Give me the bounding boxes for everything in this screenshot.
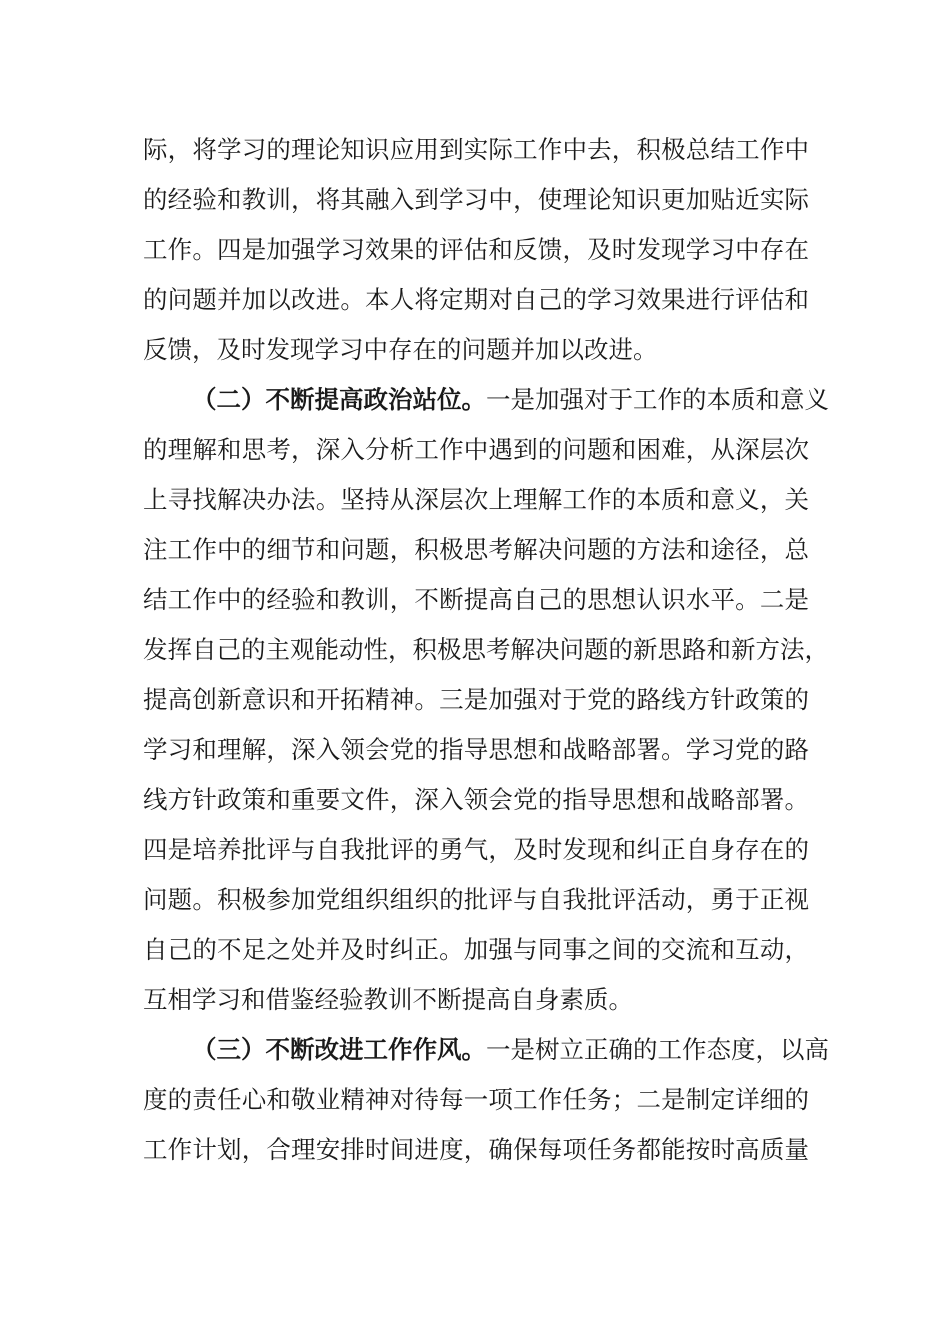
text-line: 提高创新意识和开拓精神。三是加强对于党的路线方针政策的 [143, 685, 809, 714]
text-line: 自己的不足之处并及时纠正。加强与同事之间的交流和互动， [143, 935, 809, 964]
text-line: 发挥自己的主观能动性，积极思考解决问题的新思路和新方法， [143, 635, 829, 664]
section-three-first-line [143, 1025, 829, 1075]
text-line: 四是培养批评与自我批评的勇气，及时发现和纠正自身存在的 [143, 835, 809, 864]
text-line: 度的责任心和敬业精神对待每一项工作任务；二是制定详细的 [143, 1085, 809, 1114]
text-line: 注工作中的细节和问题，积极思考解决问题的方法和途径，总 [143, 535, 809, 564]
text-line: 工作。四是加强学习效果的评估和反馈，及时发现学习中存在 [143, 235, 809, 264]
text-line: 工作计划，合理安排时间进度，确保每项任务都能按时高质量 [143, 1135, 809, 1164]
text-line: 互相学习和借鉴经验教训不断提高自身素质。 [143, 985, 633, 1014]
section-three-heading: （三）不断改进工作作风。 [192, 1035, 486, 1064]
text-line: 问题。积极参加党组织组织的批评与自我批评活动，勇于正视 [143, 885, 809, 914]
text-line: 的理解和思考，深入分析工作中遇到的问题和困难，从深层次 [143, 435, 809, 464]
section-two-first-line [143, 375, 829, 425]
section-two-heading: （二）不断提高政治站位。 [192, 385, 486, 414]
section-two-first-line-text: 一是加强对于工作的本质和意义 [486, 385, 829, 414]
text-line: 学习和理解，深入领会党的指导思想和战略部署。学习党的路 [143, 735, 809, 764]
document-body [143, 125, 829, 1175]
text-line: 的经验和教训，将其融入到学习中，使理论知识更加贴近实际 [143, 185, 809, 214]
text-line: 反馈，及时发现学习中存在的问题并加以改进。 [143, 335, 658, 364]
section-three-first-line-text: 一是树立正确的工作态度，以高 [486, 1035, 829, 1064]
text-line: 结工作中的经验和教训，不断提高自己的思想认识水平。二是 [143, 585, 809, 614]
text-line: 线方针政策和重要文件，深入领会党的指导思想和战略部署。 [143, 785, 809, 814]
text-line: 上寻找解决办法。坚持从深层次上理解工作的本质和意义，关 [143, 485, 809, 514]
text-line: 的问题并加以改进。本人将定期对自己的学习效果进行评估和 [143, 285, 809, 314]
text-line: 际，将学习的理论知识应用到实际工作中去，积极总结工作中 [143, 135, 809, 164]
